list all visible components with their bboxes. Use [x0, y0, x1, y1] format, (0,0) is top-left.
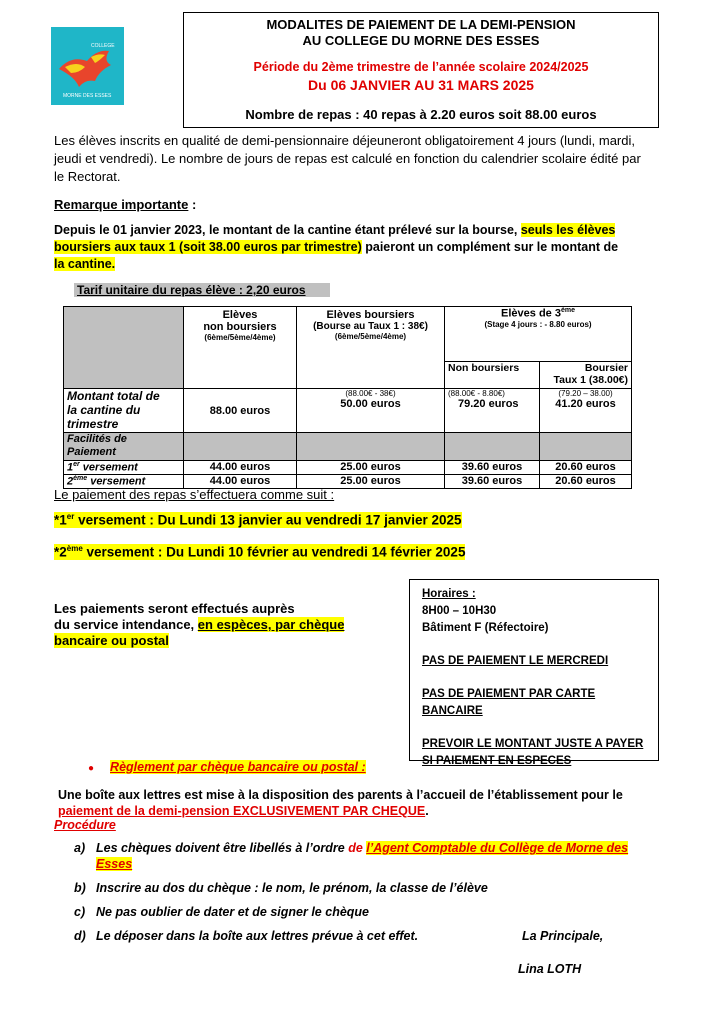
versement-2-sup: ème — [66, 544, 83, 553]
procedure-item-b — [74, 880, 488, 896]
schedule-building: Bâtiment F (Réfectoire) — [422, 622, 549, 634]
table-corner-cell — [64, 307, 184, 389]
title-line-1: MODALITES DE PAIEMENT DE LA DEMI-PENSION — [266, 17, 576, 32]
signature-role: La Principale, — [522, 929, 604, 943]
row-v1-c1: 44.00 euros — [184, 461, 297, 475]
mailbox-line-2: paiement de la demi-pension EXCLUSIVEMENT PAR CHEQUE — [58, 804, 426, 818]
versement-1-sup: er — [66, 512, 75, 521]
item-d-letter: d) — [74, 929, 86, 943]
remark-highlight-2: boursiers aux taux 1 (soit 38.00 euros par trimestre) — [54, 240, 362, 254]
row-facilites-empty — [540, 433, 632, 461]
versement-1-num: *1 — [54, 512, 67, 528]
header-box — [183, 12, 659, 128]
versement-2-text: versement : Du Lundi 10 février au vendredi 14 février 2025 — [82, 544, 466, 560]
col-troisieme — [445, 307, 632, 362]
row-v1-text: versement — [79, 461, 138, 474]
remark-line-2: paieront un complément sur le montant de — [361, 240, 619, 254]
row-total-c4-calc: (79.20 – 38.00) — [558, 389, 613, 398]
remark-heading — [54, 197, 196, 213]
intro-line-1: Les élèves inscrits en qualité de demi-pensionnaire déjeuneront obligatoirement 4 jours (lundi, mardi, — [54, 133, 635, 148]
procedure-item-a — [74, 840, 674, 872]
row-facilites-empty — [297, 433, 445, 461]
meals-line: Nombre de repas : 40 repas à 2.20 euros soit 88.00 euros — [245, 107, 597, 122]
remark-body — [54, 222, 674, 272]
item-b-letter: b) — [74, 881, 86, 895]
remark-heading-text: Remarque importante — [54, 197, 189, 212]
versement-2-num: *2 — [54, 544, 67, 560]
row-v2-c2: 25.00 euros — [297, 475, 445, 489]
remark-heading-colon: : — [188, 197, 197, 212]
row-facilites-label-1: Facilités de — [67, 433, 127, 445]
row-total-c3-value: 79.20 euros — [458, 398, 519, 410]
remark-highlight-1: seuls les élèves — [520, 223, 616, 237]
col-non-boursiers — [184, 307, 297, 389]
item-c-letter: c) — [74, 905, 86, 919]
versement-1 — [54, 512, 462, 528]
col3-sup: ème — [560, 307, 575, 314]
row-total-label-1: Montant total de — [67, 389, 160, 403]
row-v2-c4: 20.60 euros — [540, 475, 632, 489]
col2-line1: Elèves boursiers — [326, 309, 415, 321]
item-a-red: de — [348, 841, 367, 855]
intro-paragraph — [54, 133, 674, 185]
mailbox-paragraph — [58, 787, 678, 819]
item-a-letter: a) — [74, 841, 86, 855]
intro-line-3: le Rectorat. — [54, 169, 121, 184]
table-row-facilites — [64, 433, 632, 461]
payments-line-2: du service intendance, — [54, 617, 198, 632]
logo-bird-icon — [51, 27, 124, 105]
intro-line-2: jeudi et vendredi). Le nombre de jours de repas est calculé en fonction du calendrier scolaire édité par — [54, 151, 641, 166]
item-a-highlight-1: l’Agent Comptable du Collège de Morne des — [366, 841, 629, 855]
school-logo — [51, 27, 124, 105]
col3-line1: Elèves de 3 — [501, 307, 561, 320]
tarif-label: Tarif unitaire du repas élève : 2,20 euros — [74, 283, 330, 297]
row-v2-num: 2 — [67, 475, 74, 488]
row-total-label-2: la cantine du — [67, 403, 141, 417]
payments-highlight-1: en espèces, par chèque — [197, 617, 345, 632]
schedule-note-3a: PREVOIR LE MONTANT JUSTE A PAYER — [422, 738, 644, 750]
col-boursiers — [297, 307, 445, 389]
logo-text-name: MORNE DES ESSES — [63, 93, 112, 99]
row-v1-sup: er — [73, 461, 80, 468]
row-total-label-3: trimestre — [67, 417, 119, 431]
row-v2-c1: 44.00 euros — [184, 475, 297, 489]
signature-name: Lina LOTH — [518, 962, 582, 976]
payments-line-1: Les paiements seront effectués auprès — [54, 601, 295, 616]
procedure-item-d — [74, 928, 418, 944]
item-b-text: Inscrire au dos du chèque : le nom, le prénom, la classe de l’élève — [96, 881, 488, 895]
row-v1-c4: 20.60 euros — [540, 461, 632, 475]
row-total-c4 — [540, 389, 632, 433]
payments-highlight-2: bancaire ou postal — [54, 633, 169, 648]
schedule-box — [409, 579, 659, 767]
remark-line-1: Depuis le 01 janvier 2023, le montant de la cantine étant prélevé sur la bourse, — [54, 223, 521, 237]
period-line: Période du 2ème trimestre de l’année scolaire 2024/2025 — [253, 60, 589, 74]
col1-line2: non boursiers — [203, 321, 277, 333]
row-v2-c3: 39.60 euros — [445, 475, 540, 489]
versement-1-text: versement : Du Lundi 13 janvier au vendredi 17 janvier 2025 — [74, 512, 462, 528]
sub-non-boursiers: Non boursiers — [445, 362, 540, 389]
schedule-note-2: PAS DE PAIEMENT PAR CARTE BANCAIRE — [422, 688, 596, 717]
payment-intro: Le paiement des repas s’effectuera comme suit : — [54, 487, 335, 502]
bullet-icon: ● — [88, 763, 95, 774]
row-total-c4-value: 41.20 euros — [555, 398, 616, 410]
table-header-row — [64, 307, 632, 362]
fees-table — [63, 306, 632, 489]
row-total-c2-calc: (88.00€ - 38€) — [345, 389, 396, 398]
row-total-c3-calc: (88.00€ - 8.80€) — [448, 389, 505, 398]
table-row-versement-1 — [64, 461, 632, 475]
row-total-c1: 88.00 euros — [184, 389, 297, 433]
logo-text-college: COLLEGE — [91, 43, 115, 49]
sub-boursier-line2: Taux 1 (38.00€) — [553, 374, 629, 386]
item-a-text: Les chèques doivent être libellés à l’ordre — [96, 841, 349, 855]
schedule-note-3b: SI PAIEMENT EN ESPECES — [422, 755, 572, 767]
cheque-heading — [88, 760, 366, 774]
dates-line: Du 06 JANVIER AU 31 MARS 2025 — [308, 77, 534, 93]
row-v1-num: 1 — [67, 461, 74, 474]
col1-line1: Elèves — [222, 309, 258, 321]
schedule-hours: 8H00 – 10H30 — [422, 605, 497, 617]
item-c-text: Ne pas oublier de dater et de signer le chèque — [96, 905, 369, 919]
procedure-item-c — [74, 904, 369, 920]
item-a-highlight-2: Esses — [96, 857, 133, 871]
row-total-c2 — [297, 389, 445, 433]
remark-highlight-3: la cantine. — [54, 257, 116, 271]
sub-boursier-line1: Boursier — [584, 362, 629, 374]
title-line-2: AU COLLEGE DU MORNE DES ESSES — [302, 33, 540, 48]
row-total-c3 — [445, 389, 540, 433]
cheque-heading-text: Règlement par chèque bancaire ou postal : — [110, 760, 366, 774]
table-row-total — [64, 389, 632, 433]
mailbox-line-2-end: . — [425, 804, 429, 818]
row-total-c2-value: 50.00 euros — [340, 398, 401, 410]
row-facilites-empty — [184, 433, 297, 461]
col2-line2: (Bourse au Taux 1 : 38€) — [313, 321, 428, 332]
row-facilites-empty — [445, 433, 540, 461]
row-v1-label — [64, 461, 184, 475]
row-facilites-label-2: Paiement — [67, 446, 116, 458]
col3-line2: (Stage 4 jours : - 8.80 euros) — [484, 319, 592, 329]
sub-boursier — [540, 362, 632, 389]
versement-2 — [54, 544, 465, 560]
row-v1-c2: 25.00 euros — [297, 461, 445, 475]
payments-text — [54, 601, 404, 649]
row-total-label — [64, 389, 184, 433]
item-d-text: Le déposer dans la boîte aux lettres prévue à cet effet. — [96, 929, 419, 943]
col2-line3: (6ème/5ème/4ème) — [334, 332, 407, 341]
row-facilites-label — [64, 433, 184, 461]
row-v2-sup: ème — [73, 475, 88, 482]
row-v1-c3: 39.60 euros — [445, 461, 540, 475]
schedule-title: Horaires : — [422, 588, 476, 600]
procedure-heading: Procédure — [54, 818, 116, 832]
schedule-note-1: PAS DE PAIEMENT LE MERCREDI — [422, 655, 609, 667]
mailbox-line-1: Une boîte aux lettres est mise à la disposition des parents à l’accueil de l’établissement pour le — [58, 788, 623, 802]
row-v2-text: versement — [87, 475, 146, 488]
col1-line3: (6ème/5ème/4ème) — [204, 333, 276, 342]
